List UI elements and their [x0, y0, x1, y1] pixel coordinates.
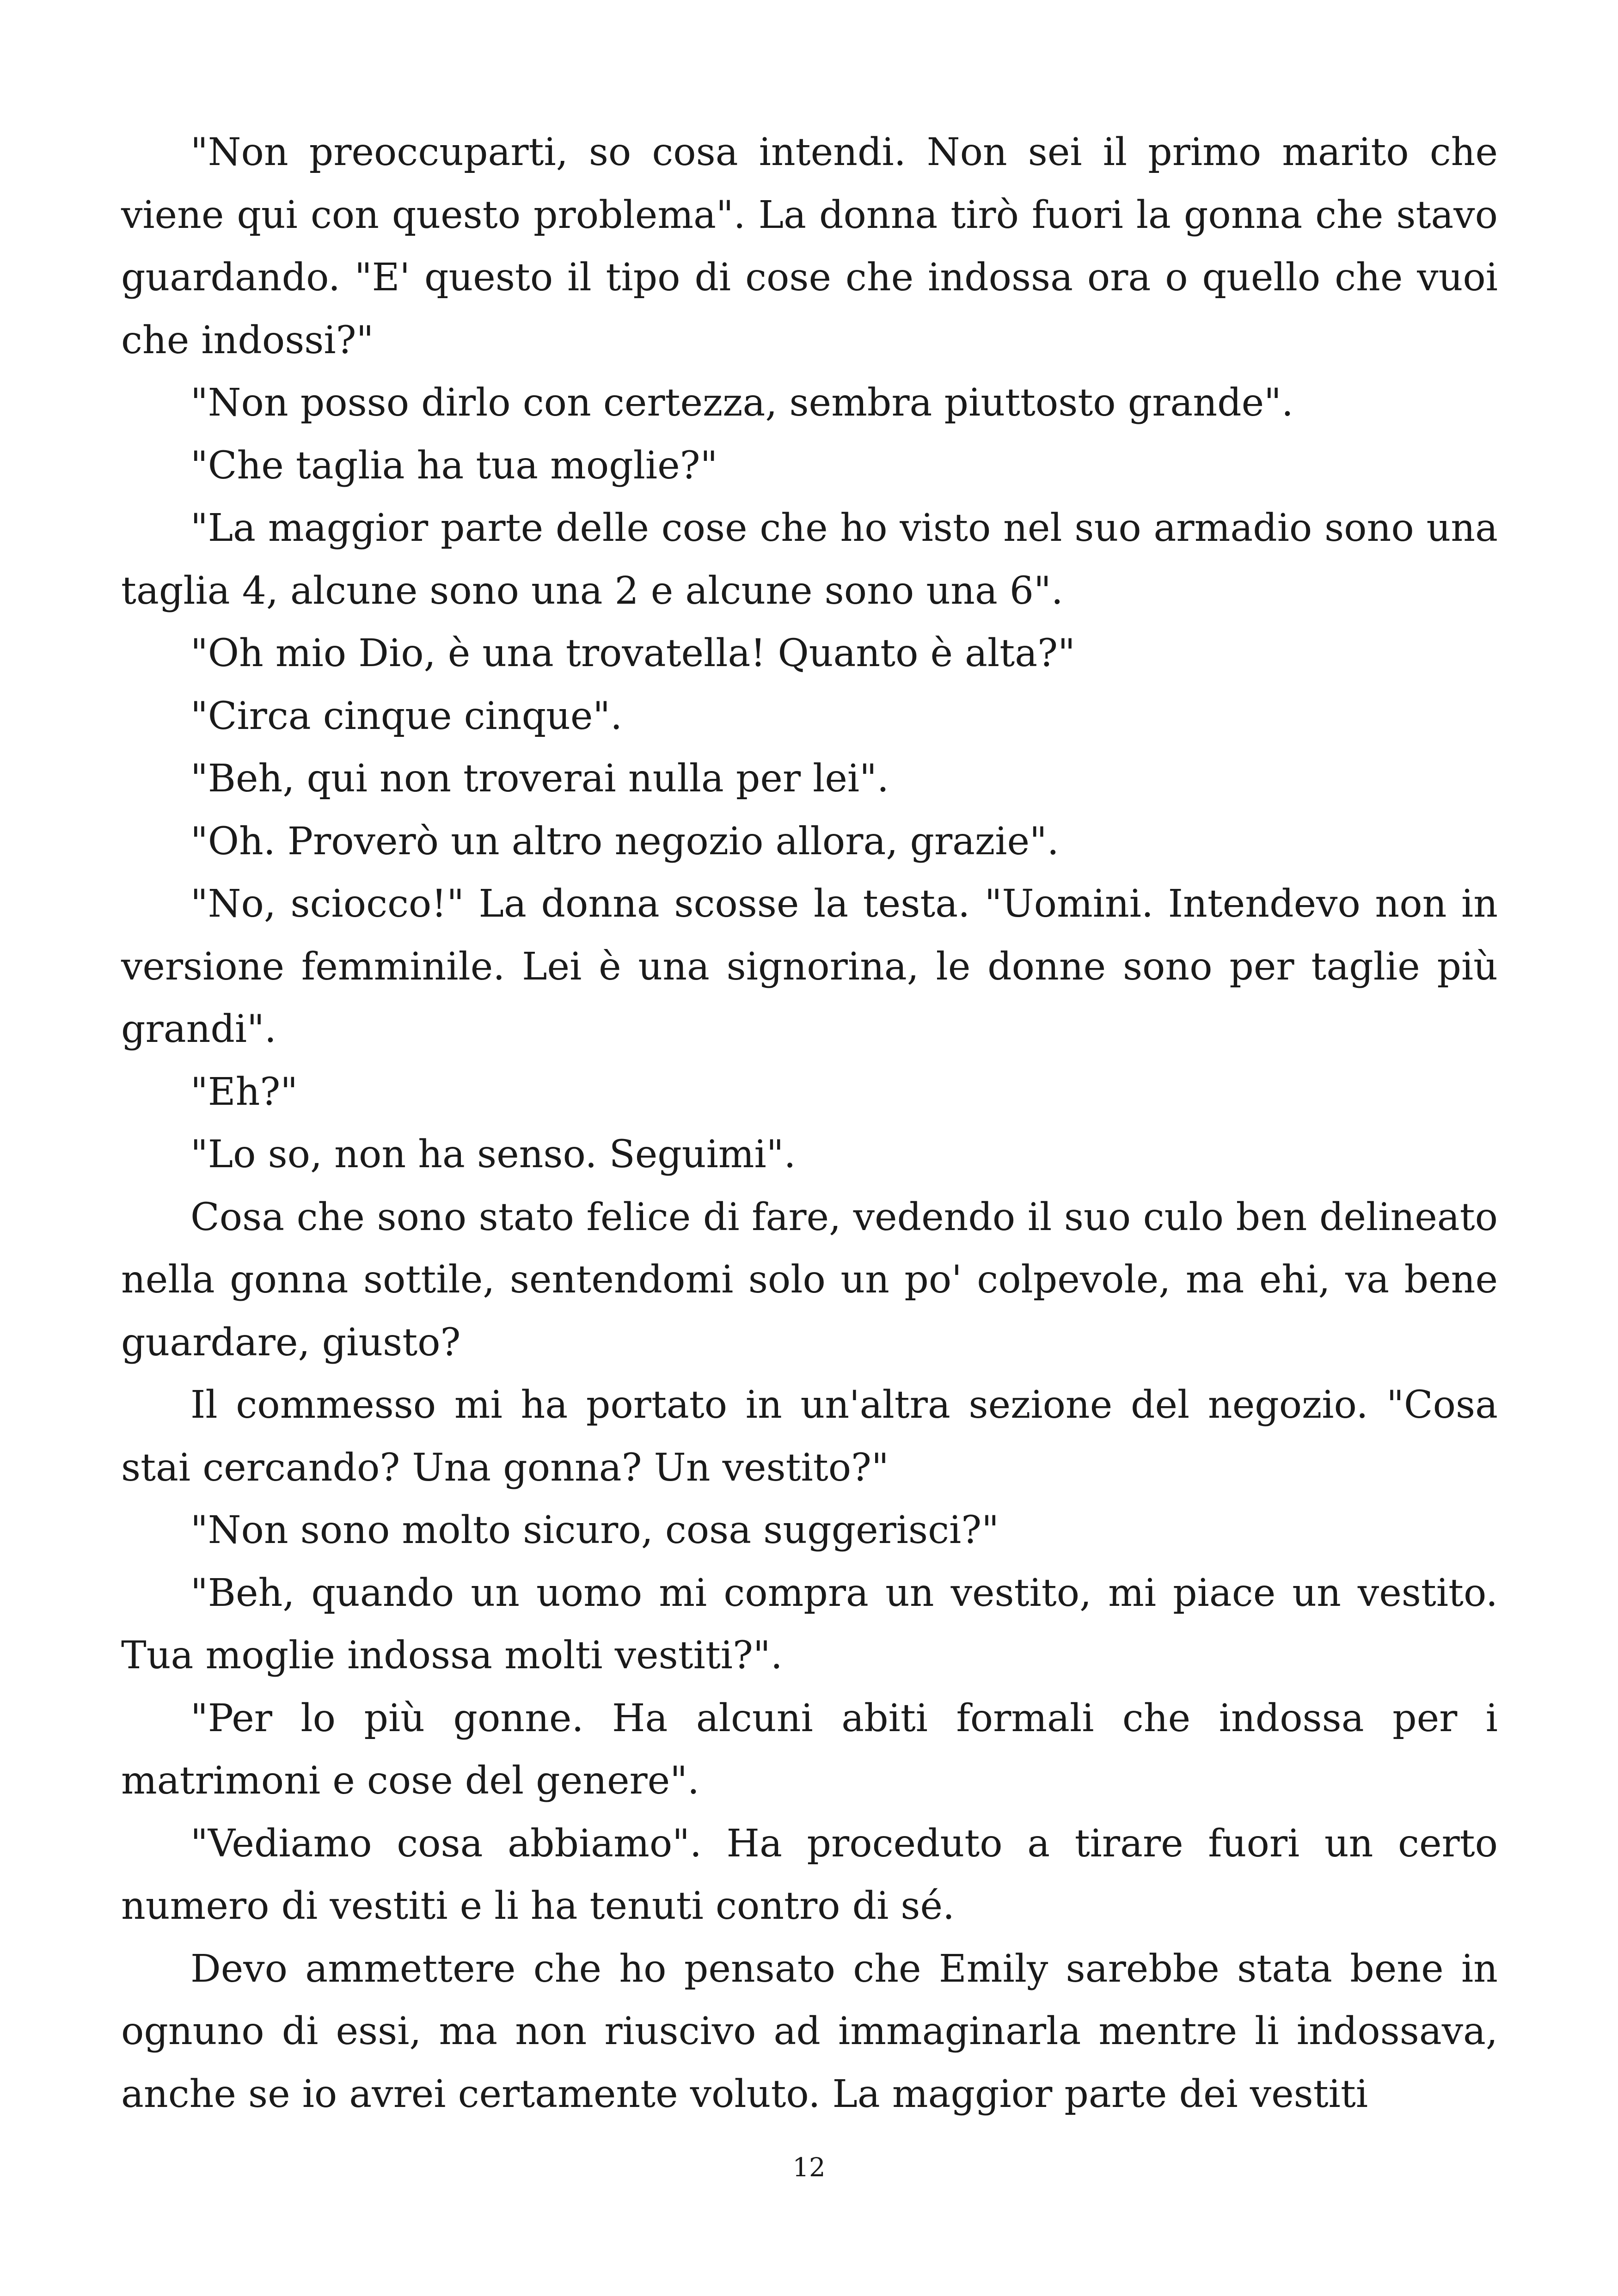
paragraph-1: "Non preoccuparti, so cosa intendi. Non sei il primo marito che viene qui con questo problema". La donna tirò fuori la gonna che stavo guardando. "E' questo il tipo di cose che indossa ora o quello che vuoi che indossi?"	[121, 130, 1498, 362]
paragraph-4: "La maggior parte delle cose che ho visto nel suo armadio sono una taglia 4, alcune sono una 2 e alcune sono una 6".	[121, 506, 1498, 613]
paragraph-5: "Oh mio Dio, è una trovatella! Quanto è alta?"	[190, 631, 1075, 675]
paragraph-15: "Beh, quando un uomo mi compra un vestito, mi piace un vestito. Tua moglie indossa molti vestiti?".	[121, 1571, 1498, 1678]
body-text	[121, 121, 1498, 2125]
paragraph-2: "Non posso dirlo con certezza, sembra piuttosto grande".	[190, 381, 1293, 425]
paragraph-16: "Per lo più gonne. Ha alcuni abiti formali che indossa per i matrimoni e cose del genere".	[121, 1696, 1498, 1803]
paragraph-9: "No, sciocco!" La donna scosse la testa. "Uomini. Intendevo non in versione femminile. Lei è una signorina, le donne sono per taglie più grandi".	[121, 882, 1498, 1051]
paragraph-3: "Che taglia ha tua moglie?"	[190, 443, 718, 488]
page-number: 12	[792, 2153, 826, 2183]
paragraph-17: "Vediamo cosa abbiamo". Ha proceduto a tirare fuori un certo numero di vestiti e li ha tenuti contro di sé.	[121, 1821, 1498, 1928]
paragraph-8: "Oh. Proverò un altro negozio allora, grazie".	[190, 819, 1059, 863]
paragraph-14: "Non sono molto sicuro, cosa suggerisci?"	[190, 1508, 999, 1552]
paragraph-11: "Lo so, non ha senso. Seguimi".	[190, 1133, 796, 1176]
paragraph-12: Cosa che sono stato felice di fare, vedendo il suo culo ben delineato nella gonna sottile, sentendomi solo un po' colpevole, ma ehi, va bene guardare, giusto?	[121, 1195, 1498, 1365]
paragraph-18: Devo ammettere che ho pensato che Emily sarebbe stata bene in ognuno di essi, ma non riuscivo ad immaginarla mentre li indossava, anche se io avrei certamente voluto. La maggior parte dei vestiti	[121, 1947, 1498, 2116]
paragraph-10: "Eh?"	[190, 1070, 298, 1114]
paragraph-6: "Circa cinque cinque".	[190, 694, 623, 738]
paragraph-13: Il commesso mi ha portato in un'altra sezione del negozio. "Cosa stai cercando? Una gonna? Un vestito?"	[121, 1383, 1498, 1490]
paragraph-7: "Beh, qui non troverai nulla per lei".	[190, 757, 889, 801]
